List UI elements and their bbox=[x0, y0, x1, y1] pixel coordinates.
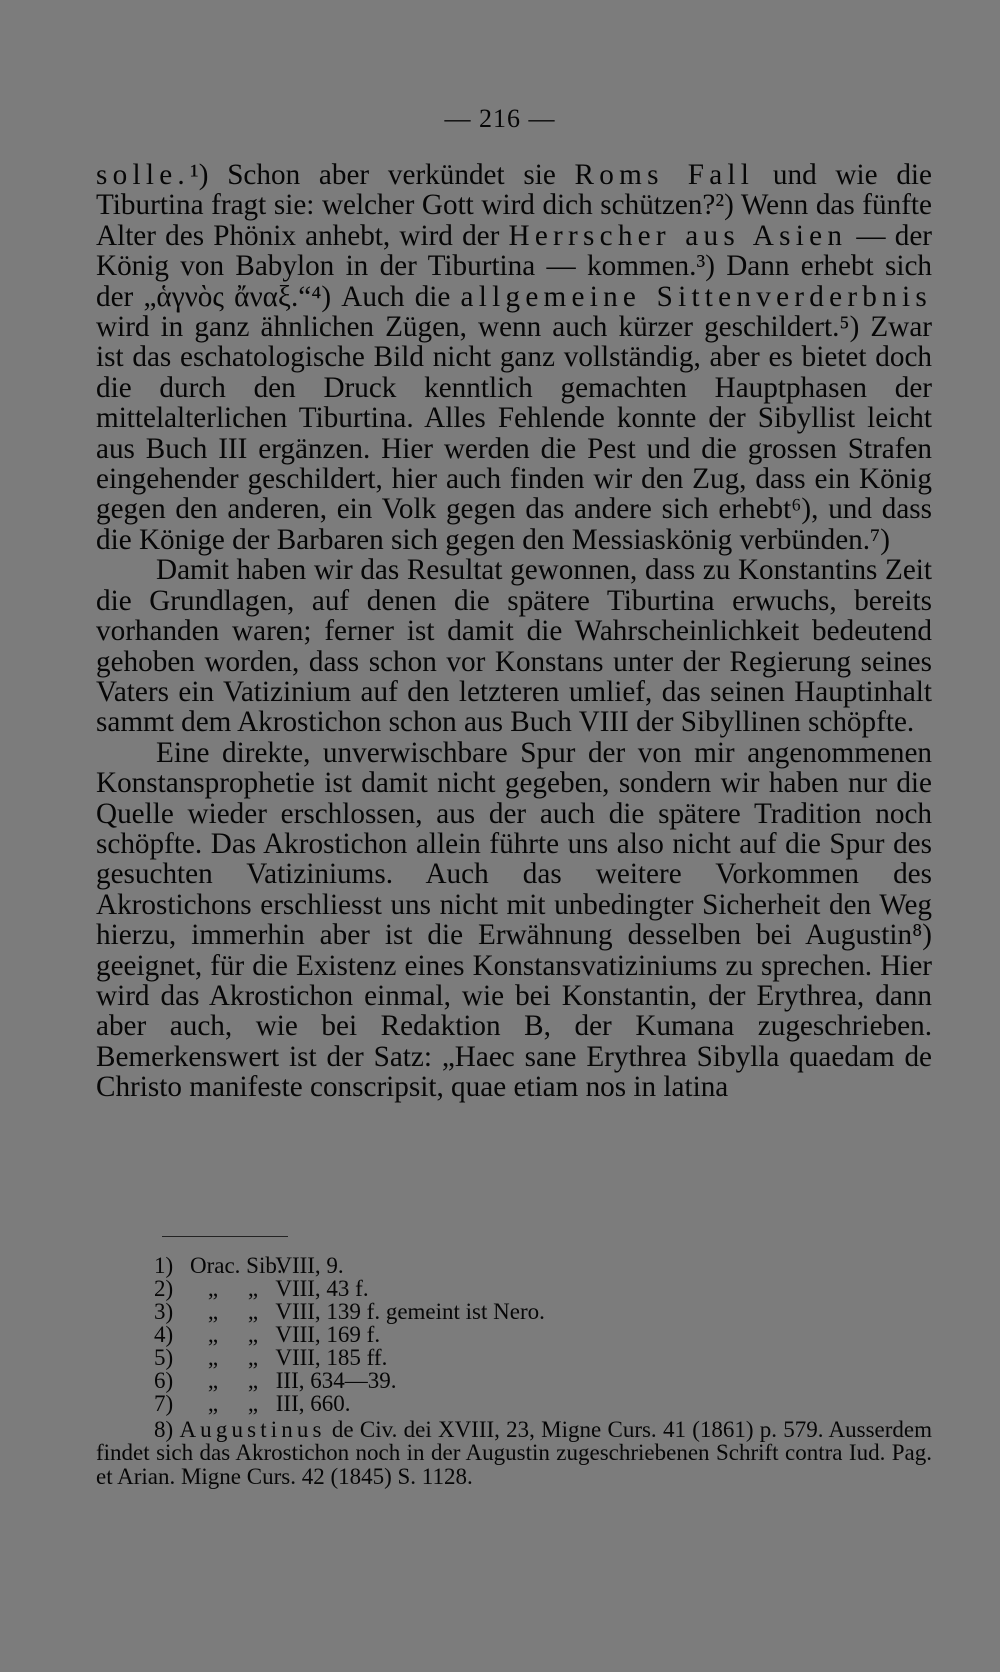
footnote-number: 1) bbox=[154, 1253, 174, 1278]
ditto-mark: „ bbox=[247, 1368, 259, 1393]
footnote-row bbox=[154, 1254, 934, 1277]
ditto-mark: „ bbox=[207, 1345, 219, 1370]
footnote-number: 6) bbox=[154, 1368, 174, 1393]
footnote-number: 7) bbox=[154, 1391, 174, 1416]
footnote-row bbox=[154, 1392, 934, 1415]
paragraph-2: Damit haben wir das Resultat gewonnen, dass zu Konstantins Zeit die Grundlagen, auf denen die spätere Tiburtina erwuchs, bereits vorhanden waren; ferner ist damit die Wahrscheinlichkeit bedeutend gehoben worden, dass schon vor Konstans unter der Regierung seines Vaters ein Vatizinium auf den letzteren umlief, das seinen Hauptinhalt sammt dem Akrostichon schon aus Buch VIII der Sibyllinen schöpfte. bbox=[96, 554, 932, 739]
text-run: und wie die Tiburtina fragt sie: welcher Gott wird dich schützen?²) Wenn das fünfte Alter des Phönix anhebt, wird der bbox=[96, 159, 932, 252]
footnote-number: 5) bbox=[154, 1345, 174, 1370]
footnote-8-number: 8) bbox=[154, 1417, 174, 1442]
ditto-mark: „ bbox=[207, 1368, 219, 1393]
ditto-mark: „ bbox=[207, 1391, 219, 1416]
footnote-reference: VIII, 9. bbox=[270, 1253, 344, 1278]
paragraph-1 bbox=[96, 160, 932, 555]
footnote-separator bbox=[162, 1236, 288, 1237]
footnote-reference: VIII, 139 f. gemeint ist Nero. bbox=[270, 1299, 545, 1324]
footnote-8 bbox=[96, 1418, 932, 1488]
footnote-row bbox=[154, 1369, 934, 1392]
spaced-emphasis: solle. bbox=[96, 159, 190, 191]
footnote-number: 2) bbox=[154, 1276, 174, 1301]
footnote-source: Orac. Sib. bbox=[190, 1253, 283, 1278]
spaced-emphasis: Herrscher aus Asien bbox=[508, 219, 848, 252]
ditto-mark: „ bbox=[247, 1299, 259, 1324]
ditto-mark: „ bbox=[207, 1322, 219, 1347]
footnote-row bbox=[154, 1323, 934, 1346]
footnote-reference: VIII, 43 f. bbox=[270, 1276, 369, 1301]
footnote-reference: VIII, 169 f. bbox=[270, 1322, 381, 1347]
footnotes bbox=[154, 1254, 934, 1415]
footnote-row bbox=[154, 1346, 934, 1369]
footnote-reference: III, 634—39. bbox=[270, 1368, 397, 1393]
footnote-row bbox=[154, 1277, 934, 1300]
text-run: ¹) Schon aber verkündet sie bbox=[189, 159, 575, 191]
ditto-mark: „ bbox=[247, 1345, 259, 1370]
footnote-reference: VIII, 185 ff. bbox=[270, 1345, 388, 1370]
page-number: — 216 — bbox=[444, 104, 556, 133]
footnote-8-author: Augustinus bbox=[179, 1417, 326, 1442]
footnote-row bbox=[154, 1300, 934, 1323]
footnote-number: 3) bbox=[154, 1299, 174, 1324]
footnote-reference: III, 660. bbox=[270, 1391, 351, 1416]
text-run: — der König von Babylon in der Tiburtina — kommen.³) Dann erhebt sich der „ἁγνὸς ἄναξ.“⁴) Auch die bbox=[96, 219, 932, 313]
text-run: wird in ganz ähnlichen Zügen, wenn auch kürzer geschildert.⁵) Zwar ist das eschatologische Bild nicht ganz vollständig, aber es bietet doch die durch den Druck kenntlich gemachten Hauptphasen der mittelalterlichen Tiburtina. Alles Fehlende konnte der Sibyllist leicht aus Buch III ergänzen. Hier werden die Pest und die grossen Strafen eingehender geschildert, hier auch finden wir den Zug, dass ein König gegen den anderen, ein Volk gegen das andere sich erhebt⁶), und dass die Könige der Barbaren sich gegen den Messiaskönig verbünden.⁷) bbox=[96, 311, 932, 556]
ditto-mark: „ bbox=[247, 1391, 259, 1416]
spaced-emphasis: allgemeine Sittenverderbnis bbox=[460, 280, 932, 313]
paragraph-3: Eine direkte, unverwischbare Spur der von mir angenommenen Konstansprophetie ist damit nicht gegeben, sondern wir haben nur die Quelle wieder erschlossen, aus der auch die spätere Tradition noch schöpfte. Das Akrostichon allein führte uns also nicht auf die Spur des gesuchten Vatiziniums. Auch das weitere Vorkommen des Akrostichons erschliesst uns nicht mit unbedingter Sicherheit den Weg hierzu, immerhin aber ist die Erwähnung desselben bei Augustin⁸) geeignet, für die Existenz eines Konstansvatiziniums zu sprechen. Hier wird das Akrostichon einmal, wie bei Konstantin, der Erythrea, dann aber auch, wie bei Redaktion B, der Kumana zugeschrieben. Bemerkenswert ist der Satz: „Haec sane Erythrea Sibylla quaedam de Christo manifeste conscripsit, quae etiam nos in latina bbox=[96, 736, 932, 1104]
spaced-emphasis: Roms Fall bbox=[574, 159, 755, 191]
footnote-8-text: de Civ. dei XVIII, 23, Migne Curs. 41 (1861) p. 579. Ausserdem findet sich das Akrostichon noch in der Augustin zugeschriebenen Schrift contra Iud. Pag. et Arian. Migne Curs. 42 (1845) S. 1128. bbox=[96, 1417, 932, 1489]
ditto-mark: „ bbox=[247, 1276, 259, 1301]
ditto-mark: „ bbox=[207, 1276, 219, 1301]
footnote-number: 4) bbox=[154, 1322, 174, 1347]
main-text bbox=[96, 160, 932, 1103]
ditto-mark: „ bbox=[207, 1299, 219, 1324]
ditto-mark: „ bbox=[247, 1322, 259, 1347]
